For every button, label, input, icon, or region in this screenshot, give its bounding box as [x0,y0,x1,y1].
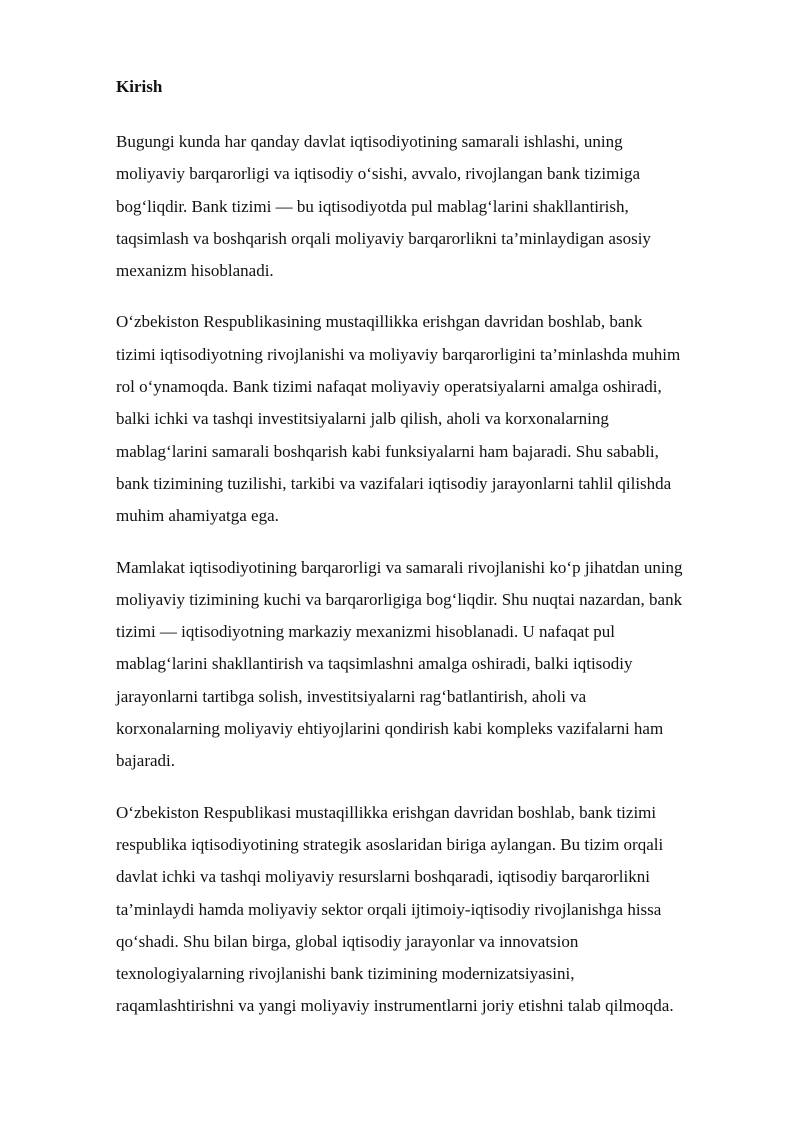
paragraph-line: Bugungi kunda har qanday davlat iqtisodiyotining samarali ishlashi, uning [116,132,623,151]
paragraph-line: muhim ahamiyatga ega. [116,506,279,526]
paragraph-line: davlat ichki va tashqi moliyaviy resurslarni boshqaradi, iqtisodiy barqarorlikni [116,867,650,887]
paragraph-line: raqamlashtirishni va yangi moliyaviy instrumentlarni joriy etishni talab qilmoqda. [116,996,674,1016]
section-heading: Kirish [116,77,163,96]
paragraph-line: tizimi iqtisodiyotning rivojlanishi va moliyaviy barqarorligini ta’minlashda muhim [116,344,681,364]
paragraph-line: bank tizimining tuzilishi, tarkibi va vazifalari iqtisodiy jarayonlarni tahlil qilishda [116,473,672,493]
paragraph-line: bajaradi. [116,751,175,771]
paragraph-line: texnologiyalarning rivojlanishi bank tizimining modernizatsiyasini, [116,964,575,984]
paragraph-line: mablag‘larini shakllantirish va taqsimlashni amalga oshiradi, balki iqtisodiy [116,654,633,674]
paragraph-4 [116,797,732,1023]
paragraph-line: moliyaviy tizimining kuchi va barqarorligiga bog‘liqdir. Shu nuqtai nazardan, bank [116,589,683,609]
paragraph-2 [116,306,732,532]
paragraph-line: mexanizm hisoblanadi. [116,261,274,281]
paragraph-line: tizimi — iqtisodiyotning markaziy mexanizmi hisoblanadi. U nafaqat pul [116,622,616,642]
paragraph-line: moliyaviy barqarorligi va iqtisodiy o‘sishi, avvalo, rivojlangan bank tizimiga [116,164,641,184]
paragraph-line: respublika iqtisodiyotining strategik asoslaridan biriga aylangan. Bu tizim orqali [116,834,664,854]
paragraph-line: ta’minlaydi hamda moliyaviy sektor orqali ijtimoiy-iqtisodiy rivojlanishga hissa [116,899,662,919]
paragraph-line: mablag‘larini samarali boshqarish kabi funksiyalarni ham bajaradi. Shu sababli, [116,441,659,461]
paragraph-line: bog‘liqdir. Bank tizimi — bu iqtisodiyotda pul mablag‘larini shakllantirish, [116,196,629,216]
paragraph-line: rol o‘ynamoqda. Bank tizimi nafaqat moliyaviy operatsiyalarni amalga oshiradi, [116,377,662,397]
paragraph-1 [116,126,732,287]
paragraph-3 [116,552,732,778]
paragraph-line: jarayonlarni tartibga solish, investitsiyalarni rag‘batlantirish, aholi va [116,686,587,706]
paragraph-line: taqsimlash va boshqarish orqali moliyaviy barqarorlikni ta’minlaydigan asosiy [116,228,651,248]
paragraph-line: qo‘shadi. Shu bilan birga, global iqtisodiy jarayonlar va innovatsion [116,931,579,951]
paragraph-line: O‘zbekiston Respublikasining mustaqillikka erishgan davridan boshlab, bank [116,312,643,332]
paragraph-line: korxonalarning moliyaviy ehtiyojlarini qondirish kabi kompleks vazifalarni ham [116,719,664,739]
paragraph-line: O‘zbekiston Respublikasi mustaqillikka erishgan davridan boshlab, bank tizimi [116,802,657,822]
paragraph-line: Mamlakat iqtisodiyotining barqarorligi va samarali rivojlanishi ko‘p jihatdan uning [116,557,683,577]
paragraph-line: balki ichki va tashqi investitsiyalarni jalb qilish, aholi va korxonalarning [116,409,609,429]
